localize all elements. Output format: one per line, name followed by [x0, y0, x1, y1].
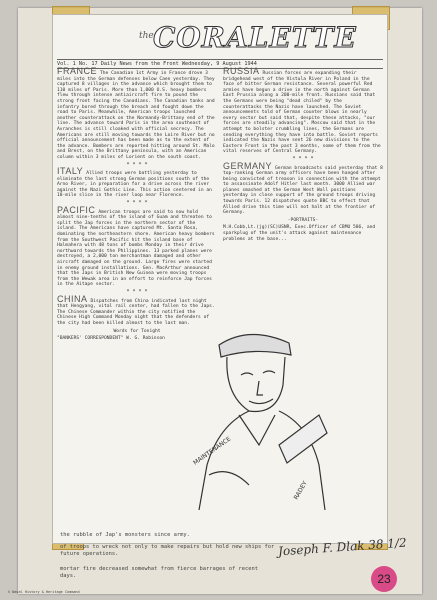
cartoon-sign-text: MAINTENANCE — [192, 435, 233, 467]
portrait-text: M.H.Cobb,Lt.(jg)(SC)USNR, Exec.Officer of CBMU 586, and sparkplug of the unit's attack against maintenance problems at the base... — [223, 225, 376, 242]
pacific-text: American troops are said to now hold almost nine-tenths of the island of Guam and threaten to split the Jap forces in the northern sector of the island. The Americans have captured Mt. Santa Rosa, dominating the northeastern shore. American heavy bombers from the Southwest Pacific hit the island base of Halmahera with 48 tons of bombs Monday in their drive northward towards the Philippines. 13 parked planes were destroyed, a 2,000 ton merchantman damaged and other aircraft damaged on the ground. Large fires were started in enemy ground installations. Gen. MacArthur announced that the Japs in British New Guinea were moving troops from the Wewak area in an effort to reinforce Jap forces in the Aitape sector. — [57, 209, 215, 288]
cartoon-illustration — [179, 315, 329, 510]
germany-heading: GERMANY — [223, 160, 273, 171]
right-column — [223, 66, 383, 244]
divider-stars: * * * * — [126, 288, 148, 295]
lower-strip-line3: future operations. — [60, 551, 119, 557]
lower-strip-line2: of troops to wreck not only to make repairs but hold new ships for — [60, 544, 275, 550]
page-number-badge: 23 — [371, 566, 397, 592]
lower-strip-line4: mortar fire decreased somewhat from fierce barrages of recent — [60, 566, 258, 572]
china-heading: CHINA — [57, 293, 88, 304]
pacific-heading: PACIFIC — [57, 204, 96, 215]
masthead-the: the — [139, 31, 154, 41]
russia-text: Russian forces are expanding their bridgehead west of the Vistula River in Poland in the face of bitter German resistance. Several powerful Red armies have begun a drive in the north against German East Prussia along a 200-mile front. Russians said that the Germans were being "dead chiled" by the counterattacks the Nazis have launched. The Soviet announcements told of German counter blows in nearly every sector but said that, despite these attacks, "our forces are steadily advancing". Moscow said that in the attempt to bolster crumbling lines, the Germans are sending everything they have into battle. Soviet reports indicated the Nazis have sent 26 new divisions to the Eastern Front in the past 3 months, some of them from the vital reserves of Central Germany. — [223, 71, 381, 155]
france-heading: FRANCE — [57, 66, 98, 76]
handwritten-signature: Joseph F. Dlak 38 1/2 — [277, 535, 408, 559]
italy-heading: ITALY — [57, 166, 84, 177]
china-text: Dispatches from China indicated last night that Hengyang, vital rail center, had fallen to the Japs. The Chinese Commander within the city notified the Chinese High Command Monday night that the defenders of the city had been killed almost to the last man. — [57, 298, 215, 326]
portrait-heading: -PORTRAITS- — [287, 217, 319, 223]
left-column — [57, 66, 217, 344]
pacific-article — [57, 204, 217, 288]
masthead — [53, 17, 387, 57]
russia-article — [223, 66, 383, 155]
italy-article — [57, 166, 217, 199]
notes-credit: "BANKERS' CORRESPONDENT" W. G. Robinson — [57, 336, 165, 342]
divider-stars: * * * * — [292, 155, 314, 162]
lower-strip-line5: days. — [60, 573, 77, 579]
lower-strip-line1: the rubble of Jap's monsters since army. — [60, 532, 190, 538]
masthead-title: CORALETTE — [153, 21, 357, 54]
divider-stars: * * * * — [126, 200, 148, 207]
divider-stars: * * * * — [126, 161, 148, 168]
italy-text: Allied troops were battling yesterday to eliminate the last strong German positions south of the Arno River, in preparation for a drive across the river against the Nazi Gothic Line. This action centered in an 18-mile slice in the river loop near Florence. — [57, 171, 212, 199]
france-article — [57, 66, 217, 161]
notes-heading: Words for Tonight — [113, 328, 161, 334]
germany-article — [223, 160, 383, 216]
volume-line: Vol. 1 No. 17 Daily News from the Front Wednesday, 9 August 1944 — [57, 59, 383, 69]
russia-heading: RUSSIA — [223, 66, 260, 76]
footer-credit: © Naval History & Heritage Command — [8, 590, 80, 594]
germany-text: German broadcasts said yesterday that 8 top-ranking German army officers have been hanged after being convicted of treason in connection with the attempt to assassinate Adolf Hitler last month. 3000 Allied war planes smashed at the German West Wall positions yesterday in close support of the ground troops driving towards Paris. 12 dispatches quote BBC to effect that Allied drive this time will not halt at the frontier of Germany. — [223, 165, 383, 216]
france-text: The Canadian 1st Army in France drove 3 miles into the German defenses below Caen yesterday. They captured 8 villages in the advance which brought them to 110 miles of Paris. More than 1,000 U.S. heavy bombers flew through intense antiaircraft fire to pound the strong front facing the Canadians. The Canadian tanks and infantry bored through the breach and fought down the road to Paris. Meanwhile, American troops launched another counterattack on the Normandy-Brittany end of the line. The advance toward Paris in the area southeast of Avranches is still cloaked with official secrecy. The Americans are still moving towards the Loire River but no official announcement has been made as to the extent of the advance. Bombers are reported hitting around St. Malo and Brest, on the Brittany peninsula, with an American column within 3 miles of Lorient on the south coast. — [57, 71, 215, 160]
cartoon-signature: RADEY — [292, 480, 309, 501]
newsletter-sheet — [52, 14, 388, 544]
